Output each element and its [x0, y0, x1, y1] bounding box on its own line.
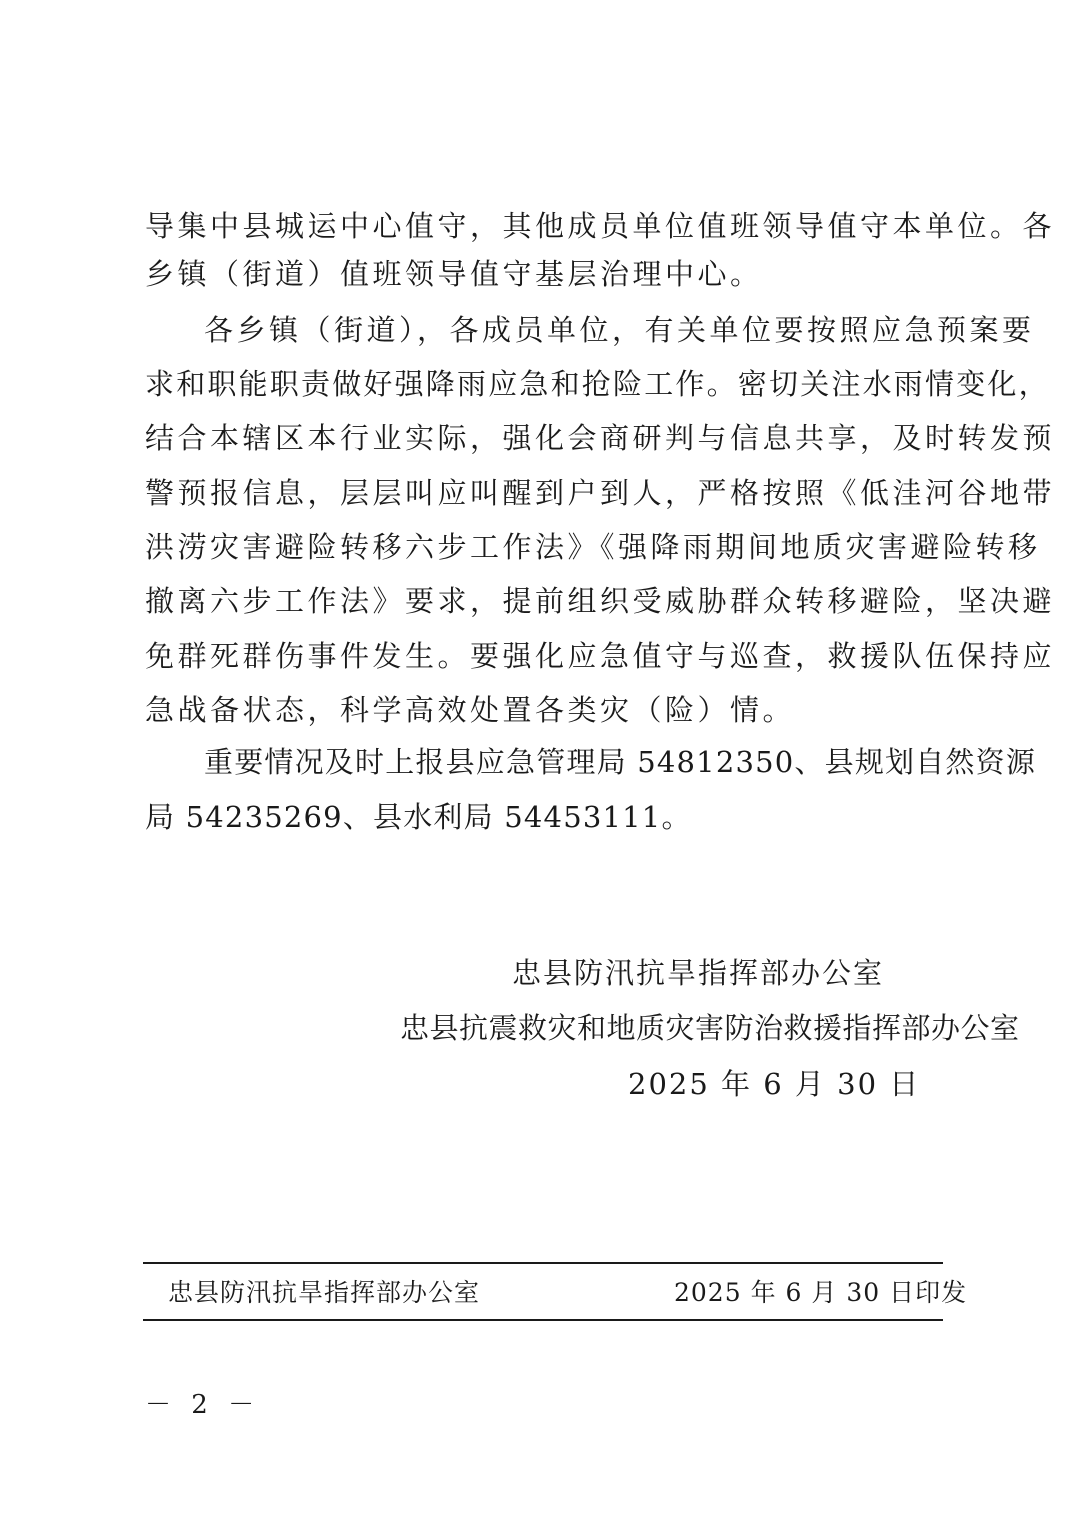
- footer-issuer: 忠县防汛抗旱指挥部办公室: [168, 1278, 481, 1307]
- body-line: 免群死群伤事件发生。要强化应急值守与巡查，救援队伍保持应: [145, 639, 1056, 673]
- page-number: － 2 －: [145, 1390, 261, 1420]
- signature-date: 2025 年 6 月 30 日: [628, 1067, 921, 1101]
- body-line: 求和职能职责做好强降雨应急和抢险工作。密切关注水雨情变化，: [145, 367, 1050, 401]
- body-line: 洪涝灾害避险转移六步工作法》《强降雨期间地质灾害避险转移: [145, 530, 1041, 564]
- body-line: 局 54235269、县水利局 54453111。: [145, 800, 692, 834]
- paragraph-first-line: 重要情况及时上报县应急管理局 54812350、县规划自然资源: [204, 745, 1037, 779]
- body-line: 乡镇（街道）值班领导值守基层治理中心。: [145, 257, 763, 291]
- footer-bottom-rule: [143, 1319, 943, 1321]
- signature-org-2: 忠县抗震救灾和地质灾害防治救援指挥部办公室: [400, 1011, 1020, 1045]
- body-line: 结合本辖区本行业实际，强化会商研判与信息共享，及时转发预: [145, 421, 1056, 455]
- paragraph-first-line: 各乡镇（街道），各成员单位，有关单位要按照应急预案要: [204, 313, 1035, 347]
- body-line: 急战备状态，科学高效处置各类灾（险）情。: [145, 693, 796, 727]
- signature-org-1: 忠县防汛抗旱指挥部办公室: [512, 956, 885, 990]
- body-line: 导集中县城运中心值守，其他成员单位值班领导值守本单位。各: [145, 209, 1056, 243]
- body-line: 撤离六步工作法》要求，提前组织受威胁群众转移避险，坚决避: [145, 584, 1056, 618]
- footer-top-rule: [143, 1262, 943, 1264]
- body-line: 警预报信息，层层叫应叫醒到户到人，严格按照《低洼河谷地带: [145, 476, 1056, 510]
- footer-issue-date: 2025 年 6 月 30 日印发: [674, 1278, 968, 1307]
